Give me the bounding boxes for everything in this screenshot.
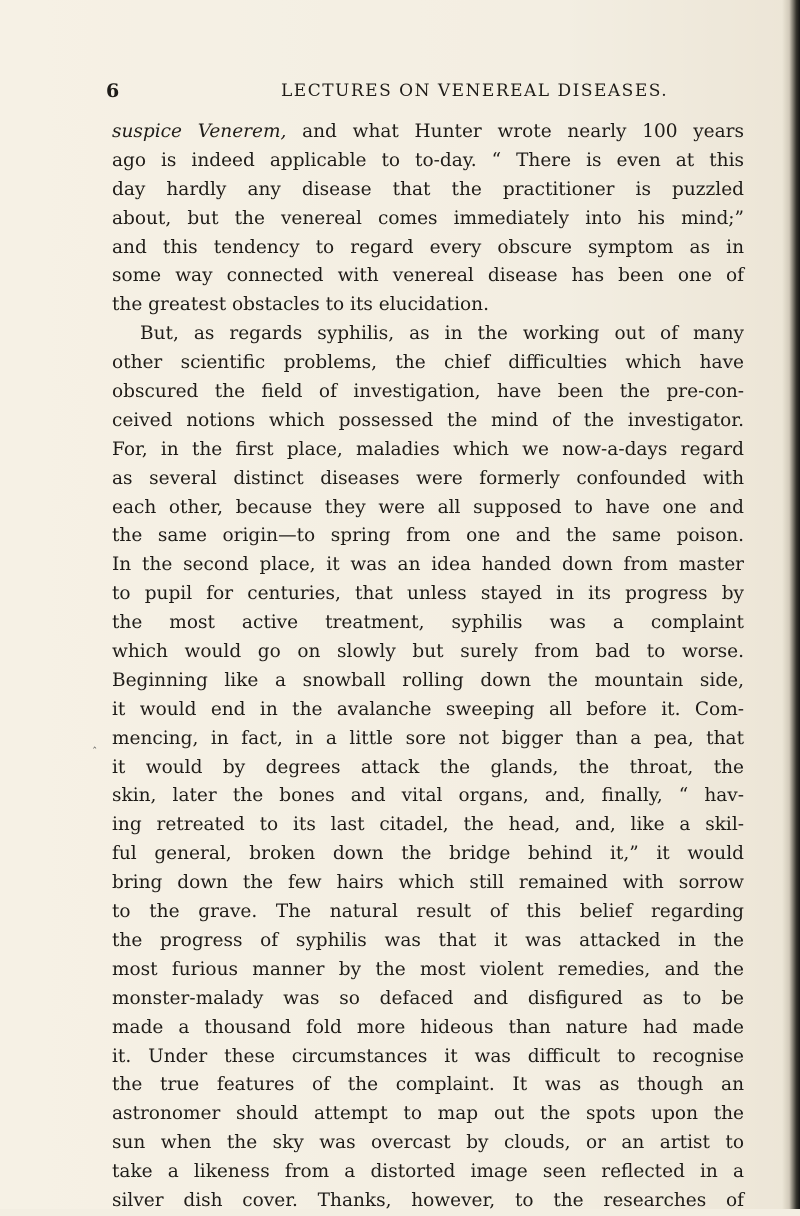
text-line: In the second place, it was an idea handed down from master: [112, 554, 744, 576]
text-line: and this tendency to regard every obscure symptom as in: [112, 236, 744, 258]
text-line: most furious manner by the most violent remedies, and the: [112, 958, 744, 980]
text-line: it. Under these circumstances it was difficult to recognise: [112, 1045, 744, 1067]
body-text: [112, 118, 744, 1216]
text-line: the same origin—to spring from one and the same poison.: [112, 525, 744, 547]
text-line: it would by degrees attack the glands, the throat, the: [112, 756, 744, 778]
text-line: ing retreated to its last citadel, the head, and, like a skil-: [112, 814, 744, 836]
italic-phrase: suspice Venerem,: [112, 121, 287, 142]
text-line: skin, later the bones and vital organs, and, finally, “ hav-: [112, 785, 744, 807]
text-line: silver dish cover. Thanks, however, to the researches of: [112, 1189, 744, 1211]
text-line: obscured the field of investigation, have been the pre-con-: [112, 381, 744, 403]
text-line: Beginning like a snowball rolling down the mountain side,: [112, 669, 744, 691]
text-line: some way connected with venereal disease has been one of: [112, 265, 744, 287]
text-line: ago is indeed applicable to to-day. “ There is even at this: [112, 149, 744, 171]
text-line: as several distinct diseases were formerly confounded with: [112, 467, 744, 489]
text-line: the true features of the complaint. It was as though an: [112, 1074, 744, 1096]
text-line: the progress of syphilis was that it was attacked in the: [112, 929, 744, 951]
page-number: 6: [106, 80, 120, 102]
text-line: which would go on slowly but surely from bad to worse.: [112, 641, 744, 663]
text-line: For, in the first place, maladies which we now-a-days regard: [112, 438, 744, 460]
text-line: it would end in the avalanche sweeping all before it. Com-: [112, 698, 744, 720]
page-edge-shadow: [782, 0, 800, 1209]
text-line: mencing, in fact, in a little sore not bigger than a pea, that: [112, 727, 744, 749]
text-line: ceived notions which possessed the mind of the investigator.: [112, 409, 744, 431]
text-line: each other, because they were all supposed to have one and: [112, 496, 744, 518]
margin-mark: ‸: [93, 738, 97, 749]
text-line: take a likeness from a distorted image seen reflected in a: [112, 1161, 744, 1183]
text-line: ful general, broken down the bridge behind it,” it would: [112, 843, 744, 865]
text-line: sun when the sky was overcast by clouds, or an artist to: [112, 1132, 744, 1154]
text-line: the greatest obstacles to its elucidation.: [112, 294, 489, 316]
text-line: monster-malady was so defaced and disfigured as to be: [112, 987, 744, 1009]
text-line: about, but the venereal comes immediately into his mind;”: [112, 207, 744, 229]
page-header: [106, 80, 746, 110]
text-line: to pupil for centuries, that unless stayed in its progress by: [112, 583, 744, 605]
text-line: the most active treatment, syphilis was a complaint: [112, 612, 744, 634]
text-line: made a thousand fold more hideous than nature had made: [112, 1016, 744, 1038]
text-line: bring down the few hairs which still remained with sorrow: [112, 872, 744, 894]
text-line: astronomer should attempt to map out the spots upon the: [112, 1103, 744, 1125]
text-line-1: [112, 118, 744, 147]
paragraph-start: But, as regards syphilis, as in the working out of many: [140, 323, 744, 345]
text-line-1-rest: and what Hunter wrote nearly 100 years: [286, 121, 744, 142]
running-title: LECTURES ON VENEREAL DISEASES.: [281, 81, 669, 101]
text-line: day hardly any disease that the practitioner is puzzled: [112, 178, 744, 200]
text-line: to the grave. The natural result of this belief regarding: [112, 901, 744, 923]
text-line: other scientific problems, the chief difficulties which have: [112, 352, 744, 374]
